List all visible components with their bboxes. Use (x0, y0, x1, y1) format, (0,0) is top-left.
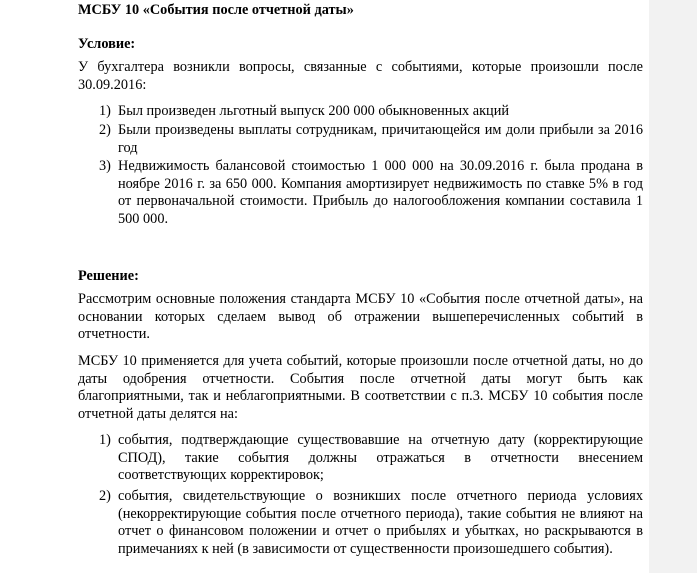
document-content (78, 0, 643, 559)
list-item (78, 122, 643, 157)
condition-intro: У бухгалтера возникли вопросы, связанные с событиями, которые произошли после 30.09.2016: (78, 59, 643, 93)
list-item-text: Был произведен льготный выпуск 200 000 обыкновенных акций (118, 103, 510, 120)
right-margin-panel (649, 0, 697, 573)
document-title: МСБУ 10 «События после отчетной даты» (78, 2, 354, 18)
list-item-text: Недвижимость балансовой стоимостью 1 000 000 на 30.09.2016 г. была продана в ноябре 2016 г. за 650 000. Компания амортизирует недвижимость по ставке 5% в год от первоначальной стоимости. Прибыль до налогообложения компании составила 1 500 000. (118, 158, 643, 227)
solution-paragraph-1: Рассмотрим основные положения стандарта МСБУ 10 «События после отчетной даты», на основании которых сделаем вывод об отражении вышеперечисленных событий в отчетности. (78, 291, 643, 343)
list-item-number: 1) (99, 103, 111, 120)
condition-list (78, 103, 643, 228)
list-item (78, 488, 643, 558)
list-item-number: 3) (99, 158, 111, 175)
list-item-text: события, подтверждающие существовавшие на отчетную дату (корректирующие СПОД), такие события должны отражаться в отчетности внесением соответствующих корректировок; (118, 432, 643, 484)
condition-heading: Условие: (78, 35, 136, 52)
list-item-number: 1) (99, 432, 111, 449)
list-item-number: 2) (99, 488, 111, 505)
list-item (78, 158, 643, 228)
solution-heading: Решение: (78, 267, 139, 284)
solution-list (78, 432, 643, 558)
list-item (78, 103, 643, 121)
list-item-number: 2) (99, 121, 111, 138)
list-item-text: события, свидетельствующие о возникших после отчетного периода условиях (некорректирующие события после отчетного периода), такие события не влияют на отчет о финансовом положении и отчет о прибылях и убытках, но раскрываются в примечаниях к ней (в зависимости от существенности произошедшего события). (118, 488, 643, 557)
list-item-text: Были произведены выплаты сотрудникам, причитающейся им доли прибыли за 2016 год (118, 121, 643, 156)
list-item (78, 432, 643, 485)
solution-paragraph-2: МСБУ 10 применяется для учета событий, которые произошли после отчетной даты, но до даты одобрения отчетности. События после отчетной даты могут быть как благоприятными, так и неблагоприятными. В соответствии с п.3. МСБУ 10 события после отчетной даты делятся на: (78, 352, 643, 422)
